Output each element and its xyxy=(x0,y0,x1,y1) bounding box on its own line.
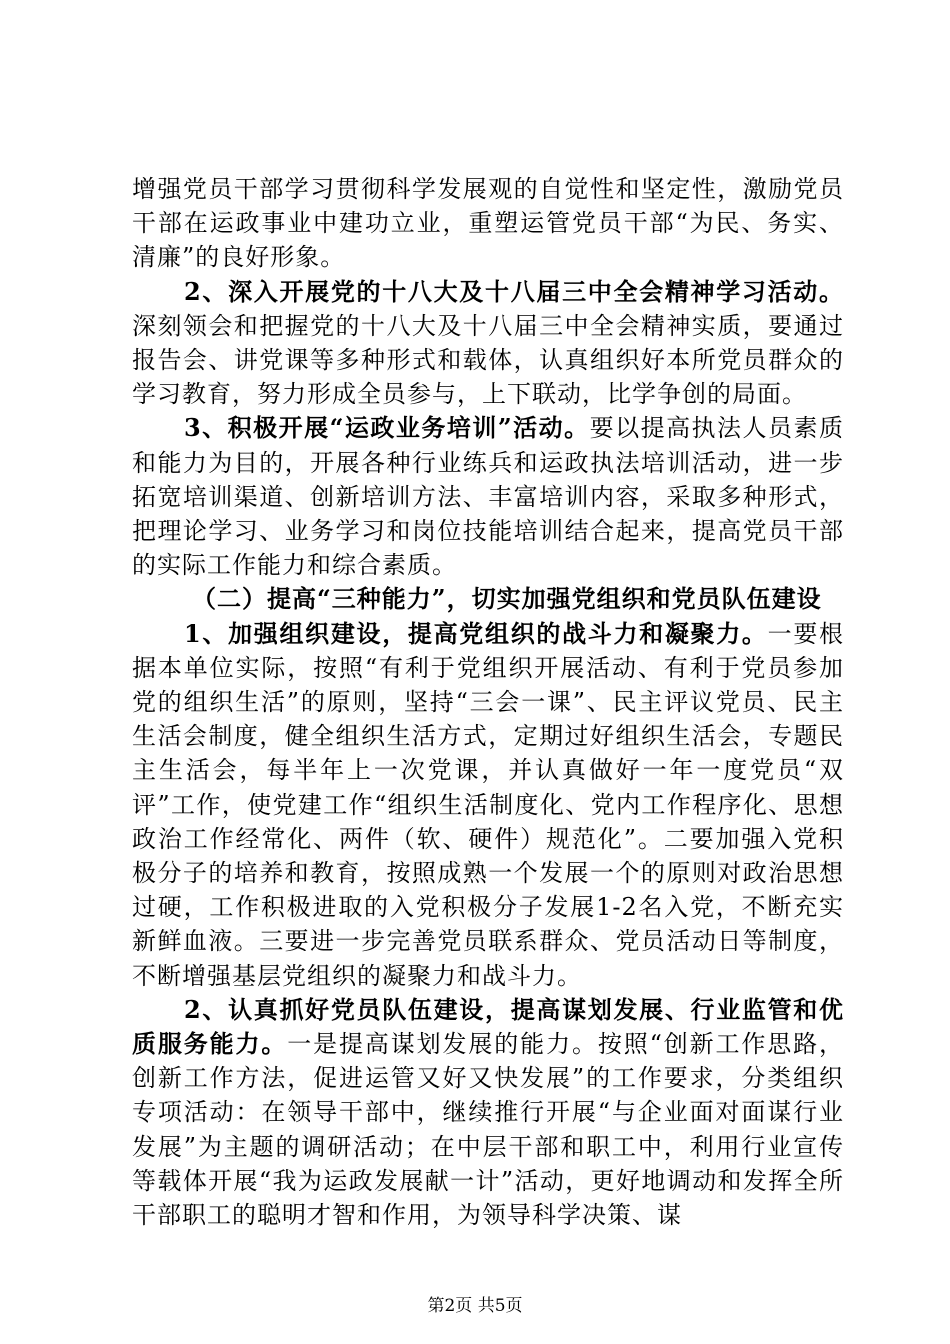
paragraph-item-2 xyxy=(132,275,844,412)
paragraph-text: 增强党员干部学习贯彻科学发展观的自觉性和坚定性，激励党员干部在运政事业中建功立业，重塑运管党员干部“为民、务实、清廉”的良好形象。 xyxy=(132,175,844,272)
paragraph-text: 要以提高执法人员素质和能力为目的，开展各种行业练兵和运政执法培训活动，进一步拓宽培训渠道、创新培训方法、丰富培训内容，采取多种形式，把理论学习、业务学习和岗位技能培训结合起来，提高党员干部的实际工作能力和综合素质。 xyxy=(132,414,845,580)
paragraph-item-1 xyxy=(132,617,844,993)
paragraph-lead: 3、积极开展“运政业务培训”活动。 xyxy=(184,413,590,443)
paragraph-item-2b xyxy=(132,993,844,1232)
document-body xyxy=(132,172,844,1232)
paragraph-lead: 2、深入开展党的十八大及十八届三中全会精神学习活动。 xyxy=(184,276,844,306)
section-heading-text: （二）提高“三种能力”，切实加强党组织和党员队伍建设 xyxy=(192,584,822,614)
page-number: 第2页 共5页 xyxy=(427,1296,523,1316)
page-footer xyxy=(0,1296,950,1316)
paragraph-lead: 2、认真抓好党员队伍建设，提高谋划发展、行业监管和优质服务能力。 xyxy=(132,994,844,1059)
paragraph-lead: 1、加强组织建设，提高党组织的战斗力和凝聚力。 xyxy=(184,618,768,648)
paragraph-text: 深刻领会和把握党的十八大及十八届三中全会精神实质，要通过报告会、讲党课等多种形式和载体，认真组织好本所党员群众的学习教育，努力形成全员参与，上下联动，比学争创的局面。 xyxy=(132,311,844,409)
section-heading xyxy=(132,582,844,616)
paragraph-continuation xyxy=(132,172,844,275)
paragraph-text: 一要根据本单位实际，按照“有利于党组织开展活动、有利于党员参加党的组织生活”的原则，坚持“三会一课”、民主评议党员、民主生活会制度，健全组织生活方式，定期过好组织生活会，专题民主生活会，每半年上一次党课，并认真做好一年一度党员“双评”工作，使党建工作“组织生活制度化、党内工作程序化、思想政治工作经常化、两件（软、硬件）规范化”。二要加强入党积极分子的培养和教育，按照成熟一个发展一个的原则对政治思想过硬，工作积极进取的入党积极分子发展1-2名入党，不断充实新鲜血液。三要进一步完善党员联系群众、党员活动日等制度，不断增强基层党组织的凝聚力和战斗力。 xyxy=(132,619,845,990)
paragraph-item-3 xyxy=(132,411,844,582)
paragraph-text: 一是提高谋划发展的能力。按照“创新工作思路，创新工作方法，促进运管又好又快发展”的工作要求，分类组织专项活动：在领导干部中，继续推行开展“与企业面对面谋行业发展”为主题的调研活动；在中层干部和职工中，利用行业宣传等载体开展“我为运政发展献一计”活动，更好地调动和发挥全所干部职工的聪明才智和作用，为领导科学决策、谋 xyxy=(132,1030,844,1230)
